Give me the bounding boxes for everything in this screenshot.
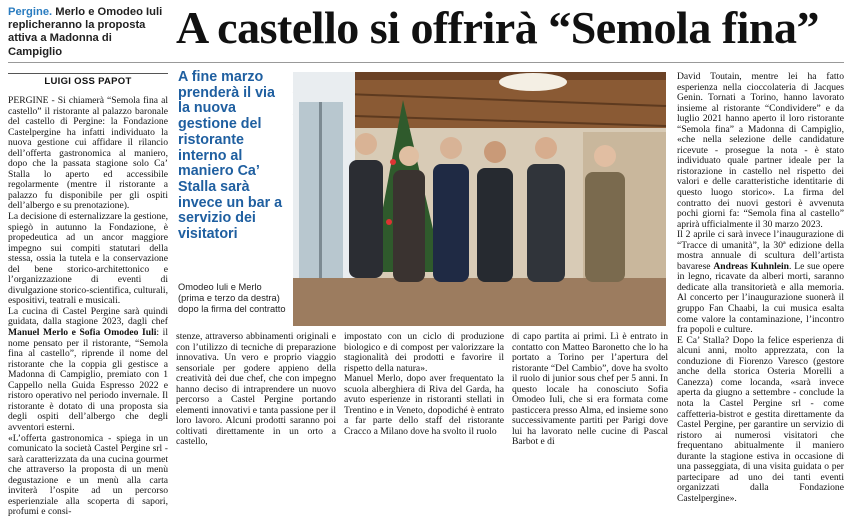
byline-divider bbox=[8, 73, 168, 74]
article-column-2 bbox=[176, 331, 336, 448]
byline: LUIGI OSS PAPOT bbox=[44, 76, 132, 87]
paragraph: impostato con un ciclo di produzione biologico e di compost per valorizzare la stagionalità dei prodotti e favorire il rispetto della natura». Manuel Merlo, dopo aver frequentato la scuola alberghiera di Riva del Garda, ha avuto esperienze in ristoranti stellati in Trentino e in Veneto, dopodiché è entrato a far parte dello staff del ristorante Cracco a Milano dove ha svolto il ruolo bbox=[344, 331, 504, 437]
article-subhead: A fine marzo prenderà il via la nuova gestione del ristorante interno al maniero Ca’ Stalla sarà invece un bar a servizio dei visitatori bbox=[178, 69, 283, 243]
paragraph: David Toutain, mentre lei ha fatto esperienza nella cioccolateria di Jacques Genin. Tornati a Torino, hanno lavorato insieme al ristorante “Condividere” e da luglio 2021 hanno aperto il loro ristorante “Semola fina” a Madonna di Campiglio, «che nella selezione delle candidature ricevute - prosegue la nota - è stato individuato quale partner ideale per la ristorazione in castello nel rispetto dei valori e delle caratteristiche identitarie di questo luogo storico». La firma del contratto dei nuovi gestori è avvenuta pochi giorni fa: “Semola fina al castello” aprirà ufficialmente il 30 marzo 2023. bbox=[677, 71, 844, 230]
paragraph: La decisione di esternalizzare la gestione, spiegò in autunno la Fondazione, è propedeutica ad un ancor maggiore impegno sui compiti statutari della stessa, ossia la tutela e la conservazione del bene storico-architettonico e l’organizzazione di eventi di divulgazione storico-scientifica, culturali, espositivi, teatrali e musicali. bbox=[8, 211, 168, 307]
article-column-5 bbox=[677, 71, 844, 504]
group-photo bbox=[293, 72, 666, 326]
article-column-3 bbox=[344, 332, 504, 436]
header-divider bbox=[8, 62, 844, 63]
paragraph: E Ca’ Stalla? Dopo la felice esperienza di alcuni anni, molto apprezzata, con la conduzione di Fiorenzo Varesco (gestore anche della storica Osteria Morelli a Canezza) come locanda, «sarà invece aperta da giugno a settembre - conclude la nota la Castel Pergine srl - come caffetteria-bistrot e gestita direttamente da Castel Pergine, per garantire un servizio di ristoro ai numerosi visitatori che frequentano abitualmente il maniero durante la stagione estiva in occasione di una passeggiata, di una visita guidata o per partecipare ad uno dei tanti eventi organizzati dalla Fondazione Castelpergine». bbox=[677, 334, 844, 504]
kicker-text: Merlo e Omodeo Iuli replicheranno la proposta attiva a Madonna di Campiglio bbox=[8, 6, 163, 58]
paragraph: PERGINE - Si chiamerà “Semola fina al castello” il ristorante al palazzo baronale del castello di Pergine: la Fondazione Castelpergine ha infatti individuato la nuova gestione cui affidare il rilancio dell’offerta gastronomica al maniero, dopo che la passata stagione solo Ca’ Stalla lo aperto ed accessibile regolarmente (mentre il ristorante a palazzo fu disponibile per gli ospiti dell’albergo e su prenotazione). bbox=[8, 95, 168, 212]
paragraph-text: . Le sue opere in legno, ricavate da alberi morti, saranno dedicate alla transitorietà e alla memoria. Al concerto per l’inaugurazione suonerà il gruppo Fan Chaabi, la cui musica esalta come valore la contaminazione, l’incontro fra popoli e culture. bbox=[677, 260, 844, 336]
paragraph: stenze, attraverso abbinamenti originali e con l’utilizzo di tecniche di preparazione innovativa. Un vero e proprio viaggio sensoriale per godere appieno della creatività dei due chef, che con impegno hanno deciso di intraprendere un nuovo percorso a Castel Pergine portando elementi innovativi e tanta passione per il loro lavoro. Alcuni prodotti saranno poi coltivati direttamente in un orto a castello, bbox=[176, 331, 336, 448]
article-column-4 bbox=[512, 331, 668, 448]
paragraph-text: La cucina di Castel Pergine sarà quindi guidata, dalla stagione 2023, dagli chef bbox=[8, 305, 168, 328]
article-column-1 bbox=[8, 95, 168, 518]
paragraph-text: Il 2 aprile ci sarà invece l’inaugurazione di “Tracce di umanità”, la 30ª edizione della mostra annuale di scultura dell’artista bavarese bbox=[677, 229, 844, 272]
paragraph: «L’offerta gastronomica - spiega in un comunicato la società Castel Pergine srl - sarà caratterizzata da una cucina gourmet che attraverso la proposta di un menù degustazione e un menù alla carta inviterà l’ospite ad un percorso esperienziale alla scoperta di sapori, profumi e consi- bbox=[8, 432, 168, 518]
paragraph: di capo partita ai primi. Lì è entrato in contatto con Matteo Baronetto che lo ha portato a Torino per l’apertura del ristorante “Del Cambio”, dove ha svolto il ruolo di junior sous chef per 5 anni. In questo locale ha conosciuto Sofia Omodeo Iuli, che si era formata come pasticcera presso Alma, ed insieme sono successivamente partiti per Parigi dove lui ha lavorato nelle cucine di Pascal Barbot e di bbox=[512, 331, 668, 448]
article-headline: A castello si offrirà “Semola fina” bbox=[176, 2, 820, 53]
article-kicker bbox=[8, 6, 168, 59]
paragraph bbox=[8, 307, 168, 434]
paragraph-text: : il nome pensato per il ristorante, “Semola fina al castello”, riprende il nome del ristorante che la coppia gli gestisce a Madonna di Campiglio, premiato con 1 Cappello nella Guida Espresso 2022 e ristoro operativo nel periodo invernale. Il ristorante è dotato di una proposta sia degli ospiti dell’albergo che degli avventori esterni. bbox=[8, 327, 168, 433]
photo-caption: Omodeo Iuli e Merlo (prima e terzo da destra) dopo la firma del contratto bbox=[178, 282, 286, 314]
kicker-place: Pergine. bbox=[8, 6, 53, 18]
paragraph bbox=[677, 230, 844, 335]
chef-names: Manuel Merlo e Sofia Omodeo Iuli bbox=[8, 327, 157, 339]
artist-name: Andreas Kuhnlein bbox=[713, 260, 790, 272]
